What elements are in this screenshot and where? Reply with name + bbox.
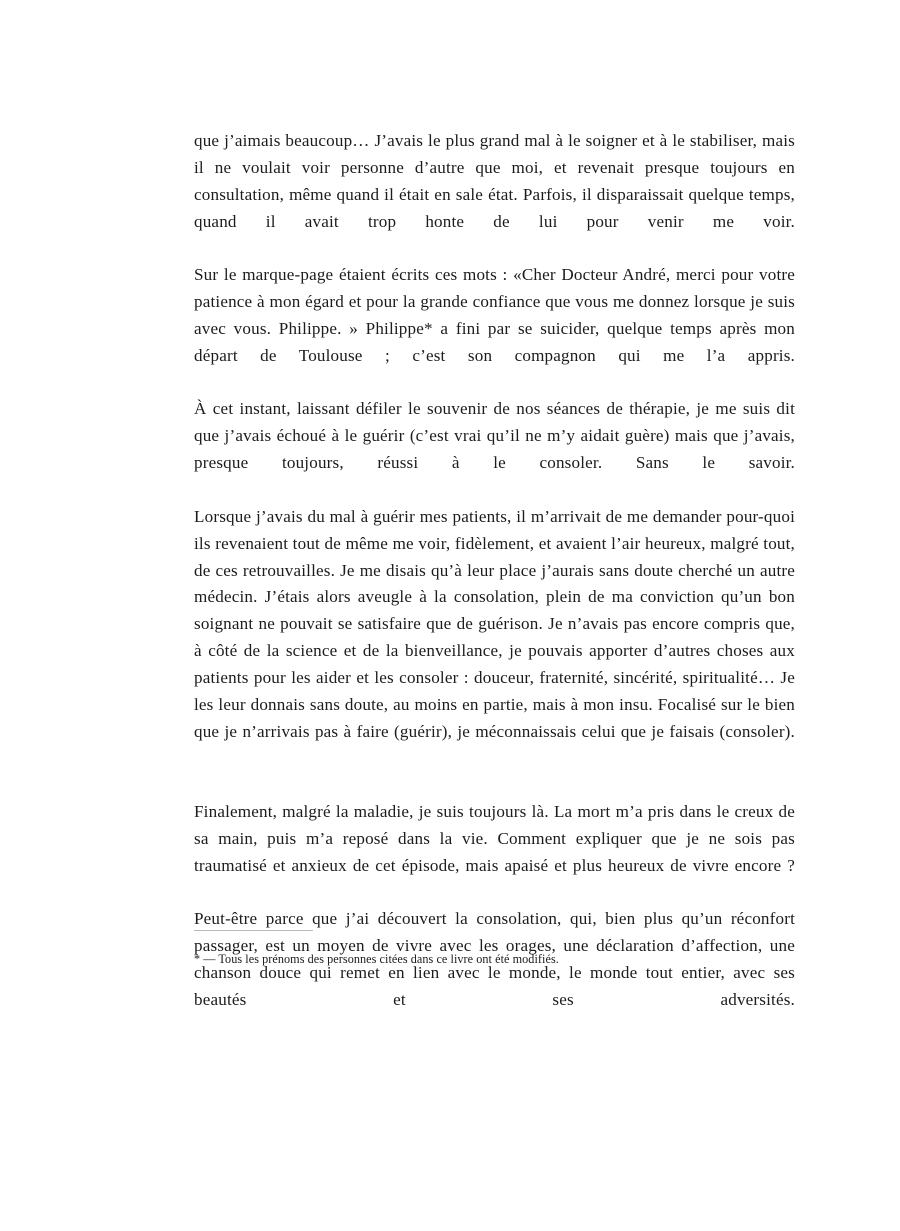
body-paragraph: À cet instant, laissant défiler le souvenir de nos séances de thérapie, je me suis dit que j’avais échoué à le guérir (c’est vrai qu’il ne m’y aidait guère) mais que j’avais, presque toujours, réussi à le consoler. Sans le savoir.	[194, 399, 795, 473]
footnote-separator-rule	[194, 930, 313, 931]
body-paragraph: Peut-être parce que j’ai découvert la consolation, qui, bien plus qu’un réconfort passager, est un moyen de vivre avec les orages, une déclaration d’affection, une chanson douce qui remet en lien avec le monde, le monde tout entier, avec ses beautés et ses adversités.	[194, 909, 795, 1009]
body-paragraph: Lorsque j’avais du mal à guérir mes patients, il m’arrivait de me demander pour-quoi ils revenaient tout de même me voir, fidèlement, et avaient l’air heureux, malgré tout, de ces retrouvailles. Je me disais qu’à leur place j’aurais sans doute cherché un autre médecin. J’étais alors aveugle à la consolation, plein de ma conviction qu’un bon soignant ne pouvait se satisfaire que de guérison. Je n’avais pas encore compris que, à côté de la science et de la bienveillance, je pouvais apporter d’autres choses aux patients pour les aider et les consoler : douceur, fraternité, sincérité, spiritualité… Je les leur donnais sans doute, au moins en partie, mais à mon insu. Focalisé sur le bien que je n’arrivais pas à faire (guérir), je méconnaissais celui que je faisais (consoler).	[194, 506, 795, 741]
body-text-column	[194, 128, 795, 1041]
footnote-text: * — Tous les prénoms des personnes citées dans ce livre ont été modifiés.	[194, 952, 559, 966]
body-paragraph: que j’aimais beaucoup… J’avais le plus grand mal à le soigner et à le stabiliser, mais il ne voulait voir personne d’autre que moi, et revenait presque toujours en consultation, même quand il était en sale état. Parfois, il disparaissait quelque temps, quand il avait trop honte de lui pour venir me voir.	[194, 131, 795, 231]
footnote-block	[194, 930, 795, 968]
body-paragraph: Finalement, malgré la maladie, je suis toujours là. La mort m’a pris dans le creux de sa main, puis m’a reposé dans la vie. Comment expliquer que je ne sois pas traumatisé et anxieux de cet épisode, mais apaisé et plus heureux de vivre encore ?	[194, 802, 795, 875]
body-paragraph: Sur le marque-page étaient écrits ces mots : «Cher Docteur André, merci pour votre patience à mon égard et pour la grande confiance que vous me donnez lorsque je suis avec vous. Philippe. » Philippe* a fini par se suicider, quelque temps après mon départ de Toulouse ; c’est son compagnon qui me l’a appris.	[194, 265, 795, 365]
